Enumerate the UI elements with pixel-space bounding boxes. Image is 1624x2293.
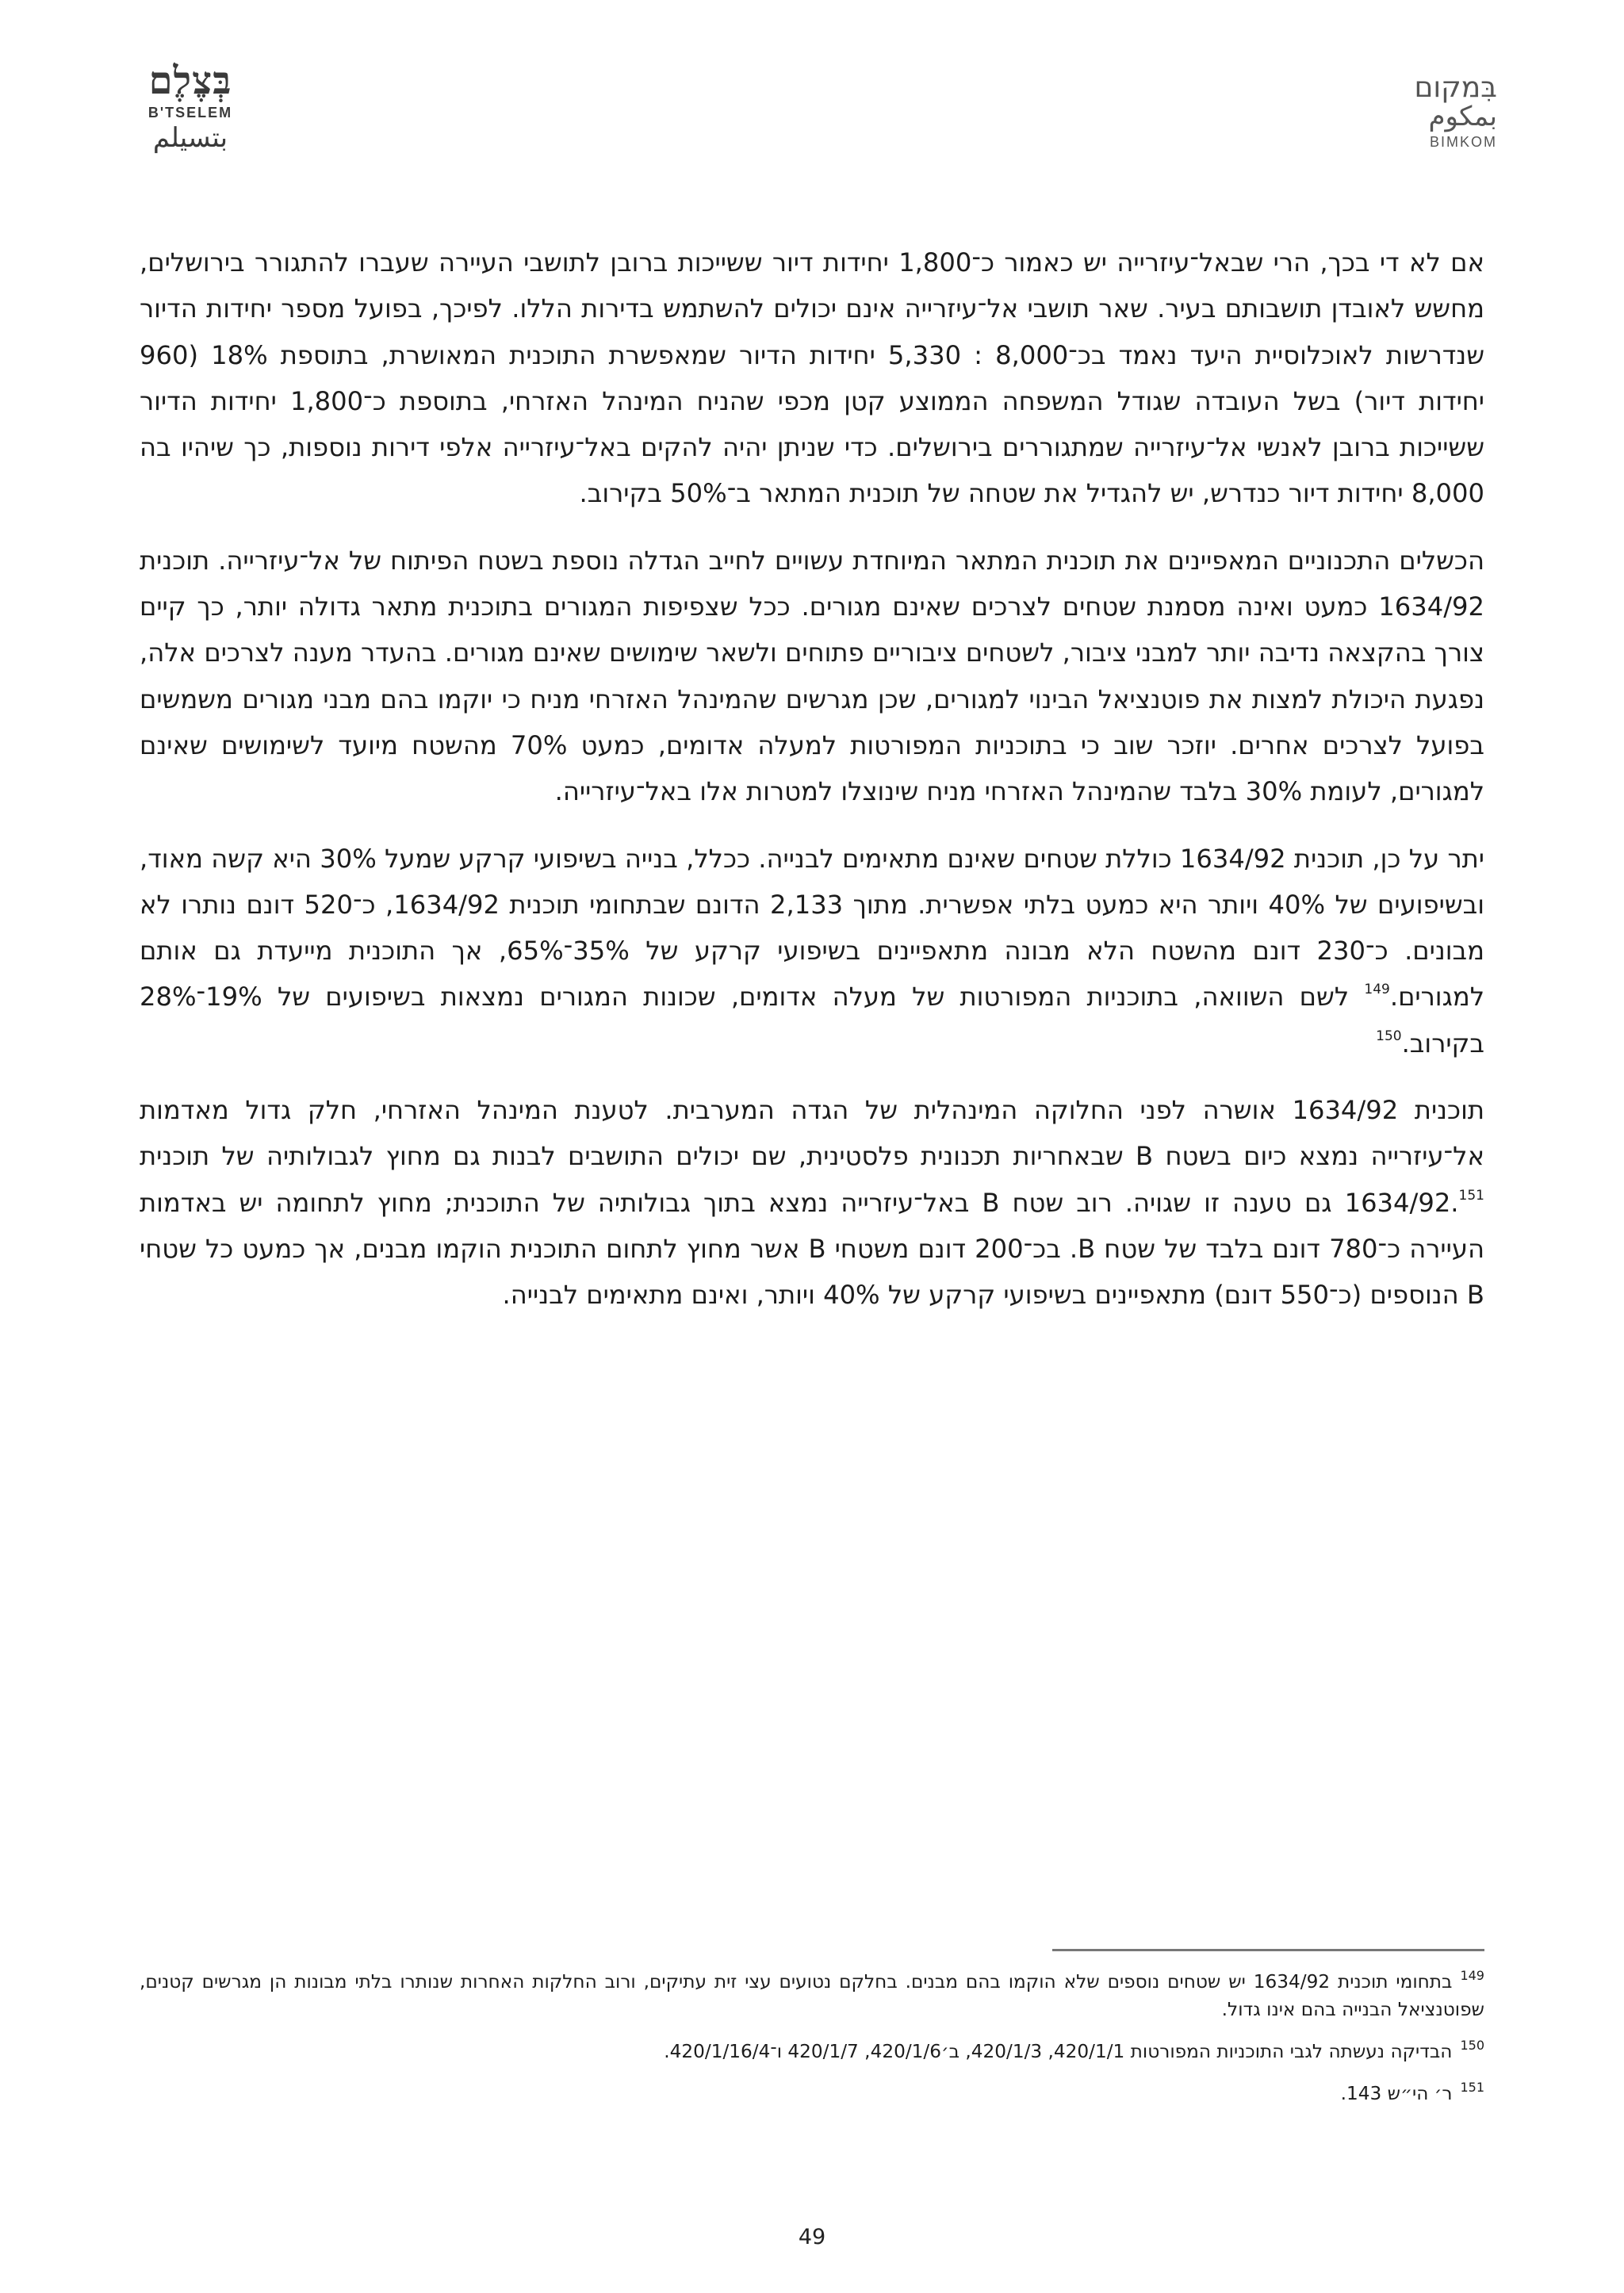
footnote-number: 151 (1460, 2080, 1484, 2095)
footnote-ref-149[interactable]: 149 (1364, 982, 1390, 998)
footnote-ref-150[interactable]: 150 (1376, 1028, 1402, 1044)
paragraph-3-text-b: לשם השוואה, בתוכניות המפורטות של מעלה אדומים, שכונות המגורים נמצאות בשיפועים של 19%־28% בקירוב. (140, 982, 1484, 1058)
btselem-logo-hebrew: בְּצֶלֶם (148, 59, 232, 103)
main-text (140, 239, 1484, 1339)
paragraph-1-text: אם לא די בכך, הרי שבאל־עיזרייה יש כאמור כ־1,800 יחידות דיור ששייכות ברובן לתושבי העיירה שעברו להתגורר בירושלים, מחשש לאובדן תושבותם בעיר. שאר תושבי אל־עיזרייה אינם יכולים להשתמש בדירות הללו. לפיכך, בפועל מספר יחידות הדיור שנדרשות לאוכלוסיית היעד נאמד בכ־8,000 : 5,330 יחידות הדיור שמאפשרת התוכנית המאושרת, בתוספת 18% (960 יחידות דיור) בשל העובדה שגודל המשפחה הממוצע קטן מכפי שהניח המינהל האזרחי, בתוספת כ־1,800 יחידות הדיור ששייכות ברובן לאנשי אל־עיזרייה שמתגוררים בירושלים. כדי שניתן יהיה להקים באל־עיזרייה אלפי דירות נוספות, כך שיהיו בה 8,000 יחידות דיור כנדרש, יש להגדיל את שטחה של תוכנית המתאר ב־50% בקירוב. (140, 247, 1484, 509)
bimkom-logo-hebrew: בִּמקום (1414, 71, 1497, 104)
footnote-text: ר׳ הי״ש 143. (1340, 2083, 1453, 2104)
btselem-logo-arabic: بتسيلم (152, 122, 228, 154)
footnote-number: 150 (1460, 2038, 1484, 2053)
btselem-logo (135, 59, 246, 154)
bimkom-logo (1394, 73, 1497, 151)
paragraph-1 (140, 239, 1484, 517)
footnote-ref-151[interactable]: 151 (1458, 1187, 1484, 1204)
paragraph-4 (140, 1087, 1484, 1318)
footnote-149 (140, 1968, 1484, 2023)
paragraph-2-text: הכשלים התכנוניים המאפיינים את תוכנית המתאר המיוחדת עשויים לחייב הגדלה נוספת בשטח הפיתוח של אל־עיזרייה. תוכנית 1634/92 כמעט ואינה מסמנת שטחים לצרכים שאינם מגורים. ככל שצפיפות המגורים בתוכנית מתאר גדולה יותר, כך קיים צורך בהקצאה נדיבה יותר למבני ציבור, לשטחים ציבוריים פתוחים ולשאר שימושים שאינם מגורים. בהעדר מענה לצרכים אלה, נפגעת היכולת למצות את פוטנציאל הבינוי למגורים, שכן מגרשים שהמינהל האזרחי מניח כי יוקמו בהם מבני מגורים משמשים בפועל לצרכים אחרים. יוזכר שוב כי בתוכניות המפורטות למעלה אדומים, כמעט 70% מהשטח מיועד לשימושים שאינם למגורים, לעומת 30% בלבד שהמינהל האזרחי מניח שינוצלו למטרות אלו באל־עיזרייה. (140, 545, 1484, 807)
footnote-text: הבדיקה נעשתה לגבי התוכניות המפורטות 420/1/1, 420/1/3, ב׳420/1/6, 420/1/7 ו־420/1/16/4. (664, 2041, 1453, 2062)
paragraph-2 (140, 538, 1484, 815)
paragraph-3 (140, 836, 1484, 1066)
paragraph-4-text-b: גם טענה זו שגויה. רוב שטח B באל־עיזרייה נמצא בתוך גבולותיה של התוכנית; מחוץ לתחומה יש באדמות העיירה כ־780 דונם בלבד של שטח B. בכ־200 דונם משטחי B אשר מחוץ לתחום התוכנית הוקמו מבנים, אך כמעט כל שטחי B הנוספים (כ־550 דונם) מתאפיינים בשיפועי קרקע של 40% ויותר, ואינם מתאימים לבנייה. (140, 1187, 1484, 1311)
bimkom-logo-arabic: بمكوم (1428, 100, 1497, 132)
btselem-logo-english: B'TSELEM (147, 105, 233, 121)
footnote-text: בתחומי תוכנית 1634/92 יש שטחים נוספים שלא הוקמו בהם מבנים. בחלקם נטועים עצי זית עתיקים, ורוב החלקות האחרות שנותרו בלתי מבונות הן מגרשים קטנים, שפוטנציאל הבנייה בהם אינו גדול. (140, 1971, 1484, 2020)
footnotes (140, 1968, 1484, 2122)
page-number: 49 (798, 2225, 826, 2249)
footnote-151 (140, 2080, 1484, 2107)
footnote-150 (140, 2038, 1484, 2065)
paragraph-3-text-a: יתר על כן, תוכנית 1634/92 כוללת שטחים שאינם מתאימים לבנייה. ככלל, בנייה בשיפועי קרקע שמעל 30% היא קשה מאוד, ובשיפועים של 40% ויותר היא כמעט בלתי אפשרית. מתוך 2,133 הדונם שבתחומי תוכנית 1634/92, כ־520 דונם נותרו לא מבונים. כ־230 דונם מהשטח הלא מבונה מתאפיינים בשיפועי קרקע של 35%־65%, אך התוכנית מייעדת גם אותם למגורים. (140, 843, 1484, 1013)
footnote-divider (1052, 1949, 1484, 1951)
paragraph-4-text-a: תוכנית 1634/92 אושרה לפני החלוקה המינהלית של הגדה המערבית. לטענת המינהל האזרחי, חלק גדול מאדמות אל־עיזרייה נמצא כיום בשטח B שבאחריות תכנונית פלסטינית, שם יכולים התושבים לבנות גם מחוץ לגבולותיה של תוכנית 1634/92. (140, 1095, 1484, 1218)
bimkom-logo-english: BIMKOM (1429, 134, 1497, 151)
footnote-number: 149 (1460, 1968, 1484, 1983)
